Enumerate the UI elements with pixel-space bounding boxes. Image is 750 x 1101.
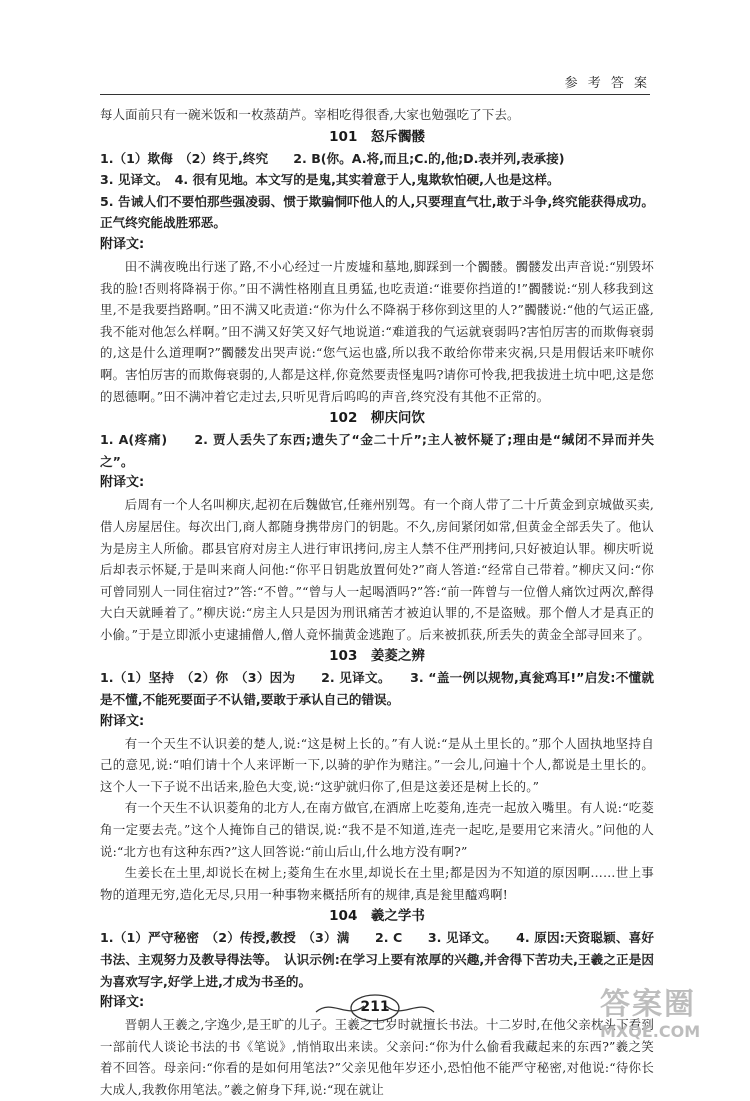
answer-line: 5. 告诫人们不要怕那些强凌弱、惯于欺骗恫吓他人的人,只要理直气壮,敢于斗争,终究能获得成功。正气终究能战胜邪恶。: [100, 193, 654, 231]
page-number: 211: [360, 999, 390, 1015]
intro-line: 每人面前只有一碗米饭和一枚蒸葫芦。宰相吃得很香,大家也勉强吃了下去。: [100, 107, 520, 122]
section-title-103: 103 姜菱之辨: [329, 648, 425, 665]
translation-label: 附译文:: [100, 713, 145, 729]
header-divider: [100, 94, 650, 95]
translation-label: 附译文:: [100, 475, 145, 491]
answer-line: 3. 见译文。 4. 很有见地。本文写的是鬼,其实着意于人,鬼欺软怕硬,人也是这样。: [100, 172, 560, 188]
answer-line: 1.（1）坚持 （2）你 （3）因为 2. 见译文。 3. “盖一例以规物,真瓮鸡耳!”启发:不懂就是不懂,不能死要面子不认错,要敢于承认自己的错误。: [100, 670, 654, 708]
translation-paragraph: 有一个天生不认识姜的楚人,说:“这是树上长的。”有人说:“是从土里长的。”那个人固执地坚持自己的意见,说:“咱们请十个人来评断一下,以骑的驴作为赌注。”一会儿,问遍十个人,都说是土里长的。这个人一下子说不出话来,脸色大变,说:“这驴就归你了,但是这姜还是树上长的。”: [100, 735, 654, 794]
translation-paragraph: 生姜长在土里,却说长在树上;菱角生在水里,却说长在土里;都是因为不知道的原因啊……世上事物的道理无穷,造化无尽,只用一种事物来概括所有的规律,真是瓮里醯鸡啊!: [100, 865, 654, 902]
answer-line: 1.（1）欺侮 （2）终于,终究 2. B(你。A.将,而且;C.的,他;D.表并列,表承接): [100, 150, 565, 166]
translation-paragraph: 晋朝人王羲之,字逸少,是王旷的儿子。王羲之七岁时就擅长书法。十二岁时,在他父亲枕头下看到一部前代人谈论书法的书《笔说》,悄悄取出来读。父亲问:“你为什么偷看我藏起来的东西?”羲之笑着不回答。母亲问:“你看的是如何用笔法?”父亲见他年岁还小,恐怕他不能严守秘密,对他说:“待你长大成人,我教你用笔法。”羲之俯身下拜,说:“现在就让: [100, 1017, 654, 1097]
section-title-101: 101 怒斥髑髅: [329, 128, 425, 145]
page-content: [100, 104, 654, 1101]
answer-line: 1. A(疼痛) 2. 贾人丢失了东西;遗失了“金二十斤”;主人被怀疑了;理由是“缄闭不异而并失之”。: [100, 432, 654, 469]
section-title-102: 102 柳庆问饮: [329, 410, 425, 427]
header-reference-answers: 参 考 答 案: [564, 76, 650, 91]
section-title-104: 104 羲之学书: [329, 908, 425, 925]
watermark-main-text: 答案圈: [600, 987, 696, 1022]
watermark-logo: [600, 988, 740, 1046]
answer-line: 1.（1）严守秘密 （2）传授,教授 （3）满 2. C 3. 见译文。 4. 原因:天资聪颖、喜好书法、主观努力及教导得法等。 认识示例:在学习上要有浓厚的兴趣,并舍得下苦功夫,王羲之正是因为喜欢写字,好学上进,才成为书圣的。: [100, 930, 654, 989]
translation-label: 附译文:: [100, 995, 145, 1011]
watermark-url: MXQE.COM: [600, 1022, 701, 1041]
translation-paragraph: 后周有一个人名叫柳庆,起初在后魏做官,任雍州别驾。有一个商人带了二十斤黄金到京城做买卖,借人房屋居住。每次出门,商人都随身携带房门的钥匙。不久,房间紧闭如常,但黄金全部丢失了。他认为是房主人所偷。郡县官府对房主人进行审讯拷问,房主人禁不住严刑拷问,只好被迫认罪。柳庆听说后却表示怀疑,于是叫来商人问他:“你平日钥匙放置何处?”商人答道:“经常自己带着。”柳庆又问:“你可曾同别人一同住宿过?”答:“不曾。”“曾与人一起喝酒吗?”答:“前一阵曾与一位僧人痛饮过两次,醉得大白天就睡着了。”柳庆说:“房主人只是因为刑讯痛苦才被迫认罪的,不是盗贼。那个僧人才是真正的小偷。”于是立即派小吏逮捕僧人,僧人竟怀揣黄金逃跑了。后来被抓获,所丢失的黄金全部寻回来了。: [100, 497, 654, 642]
translation-paragraph: 田不满夜晚出行迷了路,不小心经过一片废墟和墓地,脚踩到一个髑髅。髑髅发出声音说:“别毁坏我的脸!否则将降祸于你。”田不满性格刚直且勇猛,也吃责道:“谁要你挡道的!”髑髅说:“别人移我到这里,不是我要挡路啊。”田不满又叱责道:“你为什么不降祸于移你到这里的人?”髑髅说:“他的气运正盛,我不能对他怎么样啊。”田不满又好笑又好气地说道:“难道我的气运就衰弱吗?害怕厉害的而欺侮衰弱的,这是什么道理啊?”髑髅发出哭声说:“您气运也盛,所以我不敢给你带来灾祸,只是用假话来吓唬你啊。害怕厉害的而欺侮衰弱的,人都是这样,你竟然要责怪鬼吗?请你可怜我,把我拔进土坑中吧,这是您的恩德啊。”田不满冲着它走过去,只听见背后呜呜的声音,终究没有其他不正常的。: [100, 258, 654, 404]
translation-label: 附译文:: [100, 236, 145, 252]
translation-paragraph: 有一个天生不认识菱角的北方人,在南方做官,在酒席上吃菱角,连壳一起放入嘴里。有人说:“吃菱角一定要去壳。”这个人掩饰自己的错误,说:“我不是不知道,连壳一起吃,是要用它来清火。”问他的人说:“北方也有这种东西?”这人回答说:“前山后山,什么地方没有啊?”: [100, 800, 654, 859]
